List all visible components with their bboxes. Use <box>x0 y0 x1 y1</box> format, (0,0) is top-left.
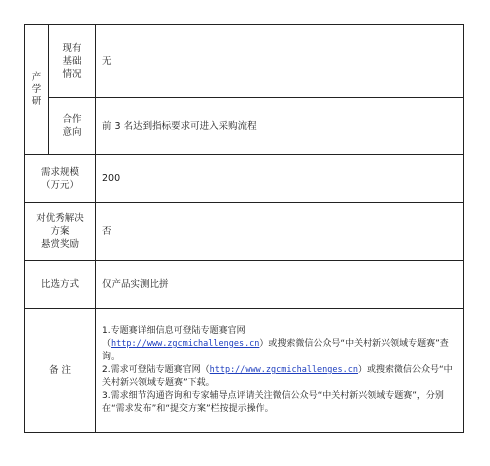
official-site-link-2[interactable]: http://www.zgcmichallenges.cn <box>209 365 358 375</box>
intent-value: 前 3 名达到指标要求可进入采购流程 <box>96 98 464 155</box>
remarks-row <box>25 309 464 433</box>
award-row <box>25 203 464 261</box>
scale-label <box>25 155 96 203</box>
group-label-char-2: 学 <box>31 83 42 95</box>
compare-label: 比选方式 <box>25 261 96 309</box>
award-label-line-3: 悬赏奖励 <box>40 239 79 250</box>
remarks-value <box>96 309 464 433</box>
intent-label-line-1: 合作 <box>62 114 82 125</box>
scale-label-line-2: （万元） <box>40 179 79 191</box>
intent-label-line-2: 意向 <box>62 127 82 138</box>
foundation-label-line-3: 情况 <box>62 68 82 80</box>
group-label-char-1: 产 <box>31 71 42 83</box>
remarks-label: 备 注 <box>25 309 96 433</box>
remark-item-1 <box>102 325 457 364</box>
group-label-char-3: 研 <box>31 95 42 107</box>
official-site-link-1[interactable]: http://www.zgcmichallenges.cn <box>111 339 260 349</box>
foundation-label-line-1: 现有 <box>62 42 82 54</box>
intent-label <box>49 98 96 155</box>
industry-academia-research-label <box>25 25 49 155</box>
award-label <box>25 203 96 261</box>
remark-item-2 <box>102 364 457 390</box>
compare-row <box>25 261 464 309</box>
foundation-value: 无 <box>96 25 464 98</box>
remark-2-text-a: 2.需求可登陆专题赛官网（ <box>102 365 210 375</box>
foundation-row <box>25 25 464 98</box>
remark-item-3: 3.需求细节沟通咨询和专家辅导点评请关注微信公众号“中关村新兴领域专题赛”，分别在“需求发布”和“提交方案”栏按提示操作。 <box>102 391 444 414</box>
remark-1-text-a: 1.专题赛详细信息可登陆专题赛官网 <box>102 326 246 336</box>
foundation-label <box>49 25 96 98</box>
compare-value: 仅产品实测比拼 <box>96 261 464 309</box>
award-value: 否 <box>96 203 464 261</box>
scale-value: 200 <box>96 155 464 203</box>
scale-label-line-1: 需求规模 <box>40 166 79 178</box>
remark-1-text-b: （ <box>102 339 112 349</box>
intent-row <box>25 98 464 155</box>
foundation-label-line-2: 基础 <box>62 55 82 67</box>
remark-2-text-b: ）或搜索微信公众号“中关村新兴领域专题赛”下载。 <box>102 365 453 388</box>
award-label-line-2: 方案 <box>50 226 70 237</box>
award-label-line-1: 对优秀解决 <box>36 213 84 224</box>
remark-1-text-c: ）或搜索微信公众号“中关村新兴领域专题赛”查询。 <box>102 339 449 362</box>
scale-row <box>25 155 464 203</box>
requirement-form-table <box>24 24 464 433</box>
